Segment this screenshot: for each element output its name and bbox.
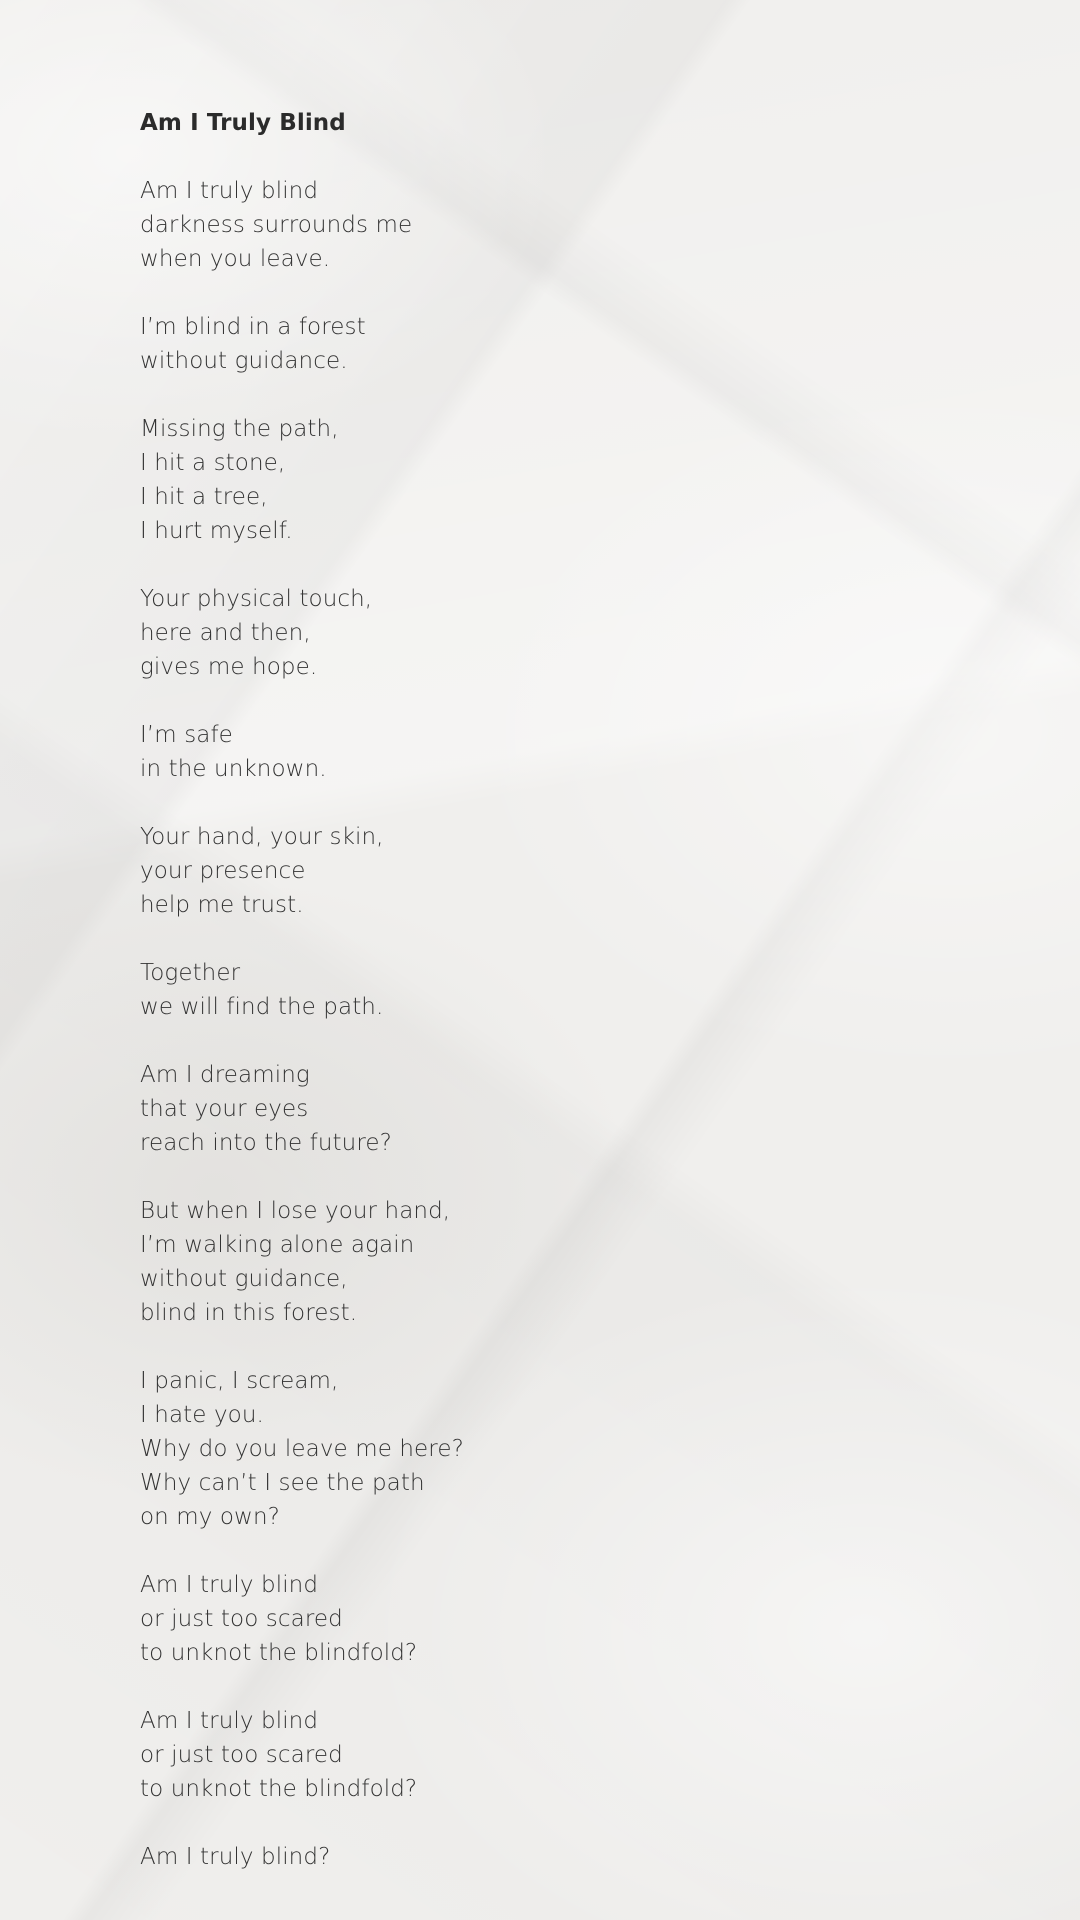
- poem-line: I hit a tree,: [140, 484, 268, 510]
- poem-line: when you leave.: [140, 246, 331, 272]
- poem-line: your presence: [140, 858, 306, 884]
- poem-line: in the unknown.: [140, 756, 327, 782]
- stanza: [140, 174, 1080, 276]
- stanza: [140, 956, 1080, 1024]
- poem-line: or just too scared: [140, 1742, 343, 1768]
- stanza: [140, 1058, 1080, 1160]
- stanza: [140, 1704, 1080, 1806]
- stanza: [140, 412, 1080, 548]
- stanza: [140, 718, 1080, 786]
- poem-line: Why can’t I see the path: [140, 1470, 425, 1496]
- poem-line: we will find the path.: [140, 994, 384, 1020]
- poem-line: darkness surrounds me: [140, 212, 413, 238]
- poem-line: without guidance,: [140, 1266, 348, 1292]
- stanza: [140, 1568, 1080, 1670]
- poem-line: I hit a stone,: [140, 450, 286, 476]
- poem-line: I hate you.: [140, 1402, 264, 1428]
- poem-line: or just too scared: [140, 1606, 343, 1632]
- poem-line: I’m blind in a forest: [140, 314, 366, 340]
- poem-line: Why do you leave me here?: [140, 1436, 464, 1462]
- poem-line: that your eyes: [140, 1096, 309, 1122]
- poem-line: gives me hope.: [140, 654, 318, 680]
- stanza: [140, 1194, 1080, 1330]
- poem-line: help me trust.: [140, 892, 304, 918]
- stanza: [140, 310, 1080, 378]
- poem-line: here and then,: [140, 620, 311, 646]
- poem-line: on my own?: [140, 1504, 280, 1530]
- poem-line: Your physical touch,: [140, 586, 373, 612]
- poem-line: I’m walking alone again: [140, 1232, 415, 1258]
- poem-line: Am I truly blind: [140, 178, 319, 204]
- poem-line: Am I dreaming: [140, 1062, 310, 1088]
- poem-line: Your hand, your skin,: [140, 824, 384, 850]
- poem-line: Am I truly blind: [140, 1572, 319, 1598]
- stanza: [140, 1840, 1080, 1874]
- poem-line: Am I truly blind: [140, 1708, 319, 1734]
- poem-line: to unknot the blindfold?: [140, 1640, 418, 1666]
- poem-line: But when I lose your hand,: [140, 1198, 451, 1224]
- poem-line: to unknot the blindfold?: [140, 1776, 418, 1802]
- poem-body: [140, 174, 1080, 1874]
- poem-line: without guidance.: [140, 348, 348, 374]
- poem-title: Am I Truly Blind: [140, 110, 346, 136]
- poem-line: reach into the future?: [140, 1130, 392, 1156]
- stanza: [140, 582, 1080, 684]
- poem-line: blind in this forest.: [140, 1300, 358, 1326]
- poem-line: I hurt myself.: [140, 518, 293, 544]
- poem-line: Missing the path,: [140, 416, 339, 442]
- poem-line: Together: [140, 960, 241, 986]
- stanza: [140, 820, 1080, 922]
- poem-line: I panic, I scream,: [140, 1368, 339, 1394]
- poem-line: Am I truly blind?: [140, 1844, 331, 1870]
- stanza: [140, 1364, 1080, 1534]
- poem-line: I’m safe: [140, 722, 233, 748]
